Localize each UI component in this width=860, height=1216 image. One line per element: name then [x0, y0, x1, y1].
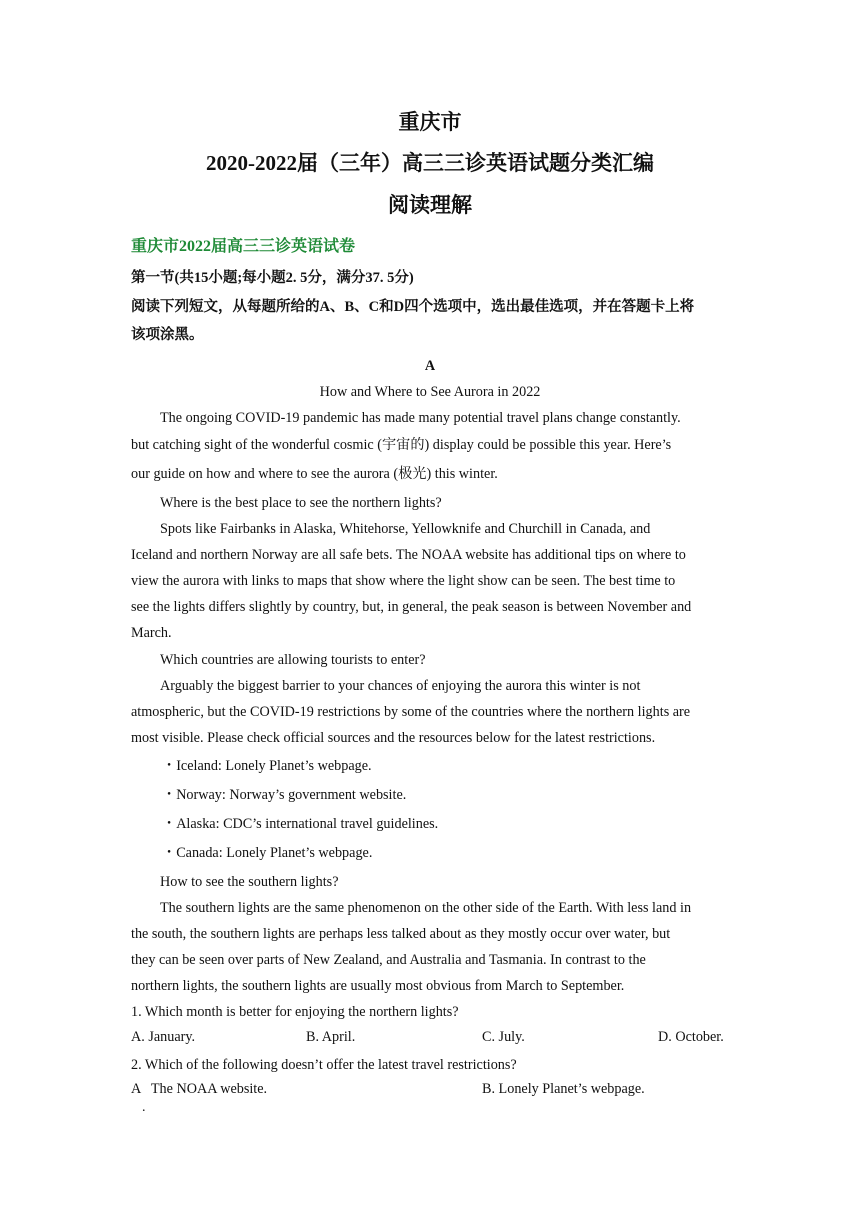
passage-line: The ongoing COVID-19 pandemic has made many potential travel plans change constantly. — [160, 410, 681, 426]
passage-line: March. — [131, 625, 172, 641]
passage-label: A — [424, 358, 436, 374]
passage-question: Which countries are allowing tourists to enter? — [160, 652, 426, 668]
passage-line: see the lights differs slightly by country, but, in general, the peak season is between November and — [131, 599, 692, 615]
part-label: 第一节(共15小题;每小题2. 5分，满分37. 5分) — [131, 270, 414, 286]
title-city: 重庆市 — [398, 110, 462, 134]
question-2-option-a: A The NOAA website. — [131, 1081, 268, 1097]
passage-line: Spots like Fairbanks in Alaska, Whitehorse, Yellowknife and Churchill in Canada, and — [160, 521, 651, 537]
resource-item: ・Canada: Lonely Planet’s webpage. — [162, 845, 373, 861]
resource-item: ・Norway: Norway’s government website. — [162, 787, 407, 803]
resource-item: ・Alaska: CDC’s international travel guidelines. — [162, 816, 439, 832]
instruction-line-2: 该项涂黑。 — [131, 327, 204, 343]
passage-line: the south, the southern lights are perhaps less talked about as they mostly occur over water, but — [131, 926, 671, 942]
passage-line: they can be seen over parts of New Zealand, and Australia and Tasmania. In contrast to the — [131, 952, 646, 968]
question-2-option-b: B. Lonely Planet’s webpage. — [482, 1081, 645, 1097]
question-1-stem: 1. Which month is better for enjoying the northern lights? — [131, 1004, 459, 1020]
passage-title: How and Where to See Aurora in 2022 — [319, 384, 541, 400]
passage-line: atmospheric, but the COVID-19 restrictions by some of the countries where the northern lights are — [131, 704, 691, 720]
question-2-stem: 2. Which of the following doesn’t offer the latest travel restrictions? — [131, 1057, 517, 1073]
instruction-line-1: 阅读下列短文，从每题所给的A、B、C和D四个选项中，选出最佳选项，并在答题卡上将 — [131, 299, 695, 315]
question-1-option-b: B. April. — [306, 1029, 356, 1045]
title-topic: 阅读理解 — [388, 193, 472, 217]
passage-line: most visible. Please check official sources and the resources below for the latest restrictions. — [131, 730, 656, 746]
passage-line: our guide on how and where to see the aurora (极光) this winter. — [131, 466, 498, 482]
question-1-option-d: D. October. — [658, 1029, 724, 1045]
question-1-option-a: A. January. — [131, 1029, 196, 1045]
passage-line: The southern lights are the same phenomenon on the other side of the Earth. With less land in — [160, 900, 692, 916]
passage-line: view the aurora with links to maps that show where the light show can be seen. The best time to — [131, 573, 676, 589]
passage-line: Iceland and northern Norway are all safe bets. The NOAA website has additional tips on where to — [131, 547, 686, 563]
title-range: 2020-2022届（三年）高三三诊英语试题分类汇编 — [206, 151, 654, 175]
passage-question: Where is the best place to see the northern lights? — [160, 495, 442, 511]
passage-line: northern lights, the southern lights are usually most obvious from March to September. — [131, 978, 625, 994]
section-heading: 重庆市2022届高三三诊英语试卷 — [131, 238, 356, 255]
question-1-option-c: C. July. — [482, 1029, 525, 1045]
passage-question: How to see the southern lights? — [160, 874, 339, 890]
stray-mark: . — [142, 1100, 146, 1115]
resource-item: ・Iceland: Lonely Planet’s webpage. — [162, 758, 372, 774]
passage-line: but catching sight of the wonderful cosmic (宇宙的) display could be possible this year. Here’s — [131, 437, 672, 453]
passage-line: Arguably the biggest barrier to your chances of enjoying the aurora this winter is not — [160, 678, 641, 694]
